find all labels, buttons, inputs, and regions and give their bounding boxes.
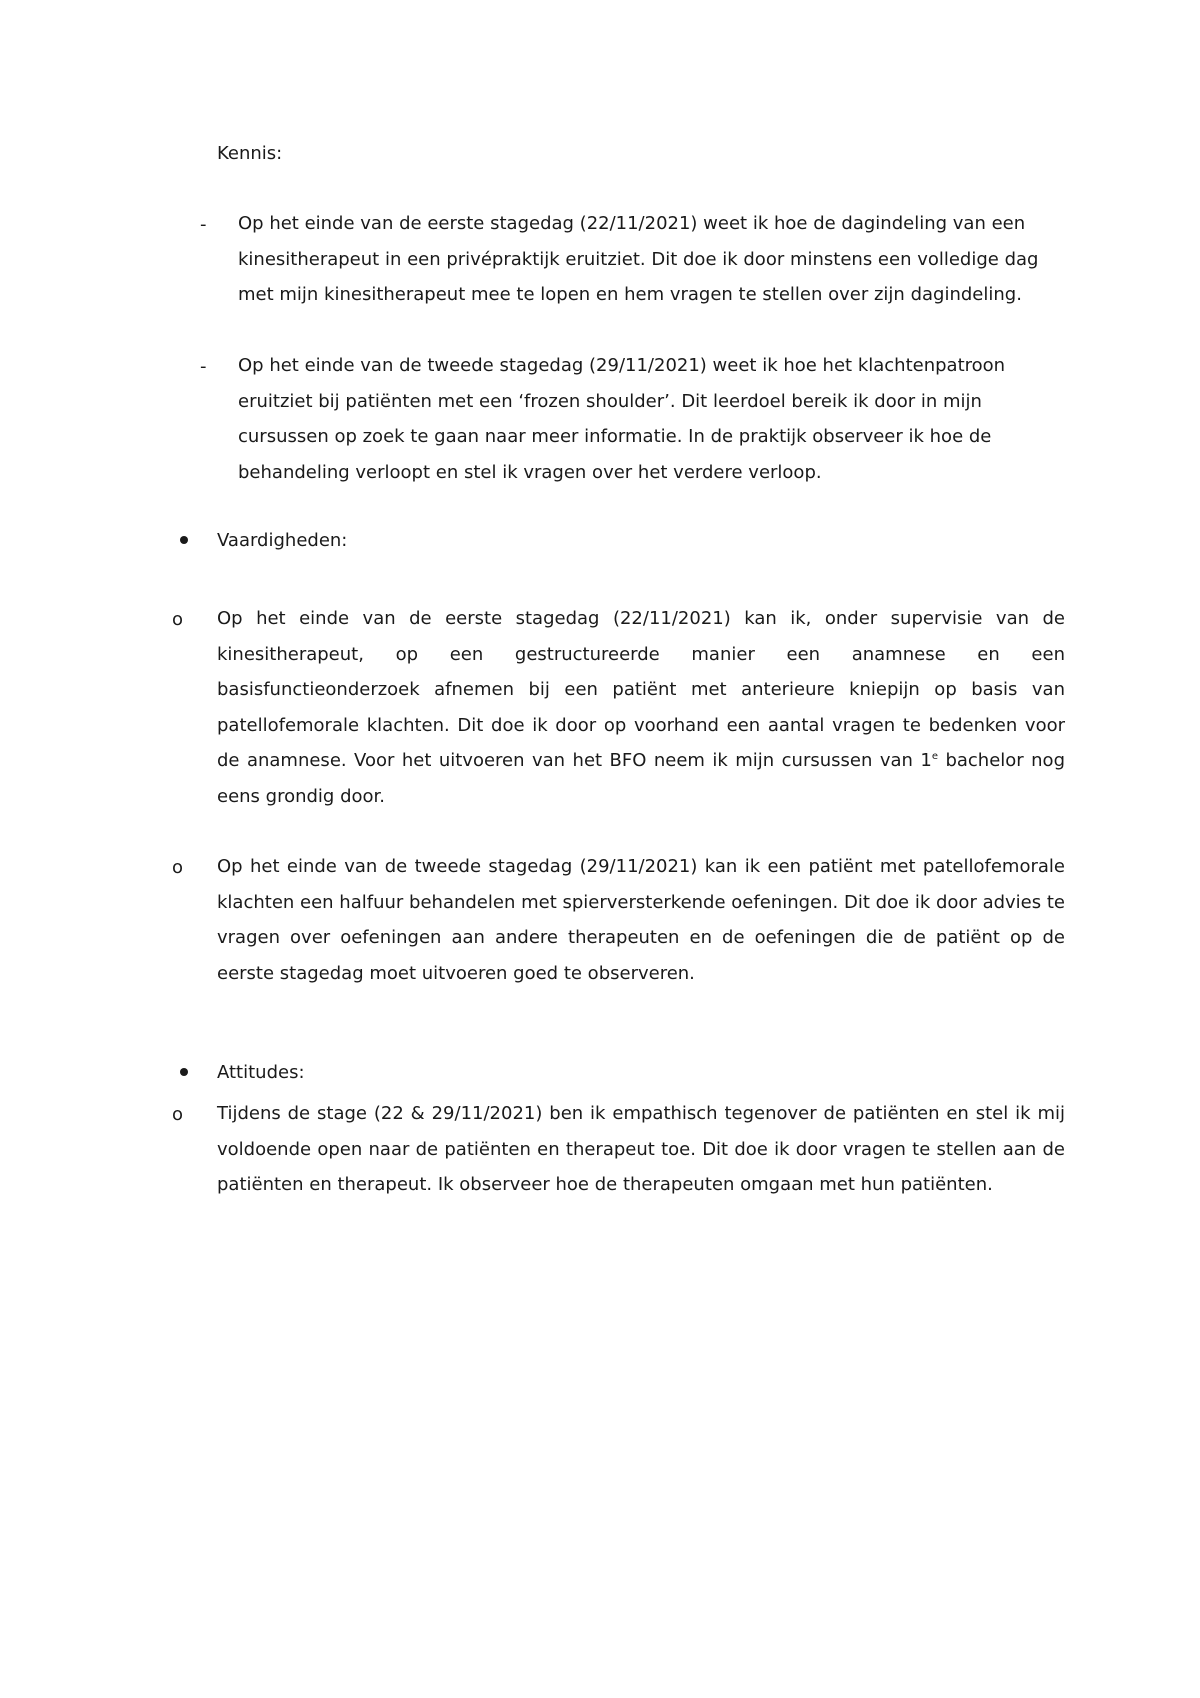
- attitudes-heading: Attitudes:: [217, 1062, 305, 1083]
- vaardigheden-heading: Vaardigheden:: [217, 530, 348, 551]
- vaardigheden-item-1-text: Op het einde van de eerste stagedag (22/11/2021) kan ik, onder supervisie van de kinesitherapeut, op een gestructureerde manier een anamnese en een basisfunctieonderzoek afnemen bij een patiënt met anterieure kniepijn op basis van patellofemorale klachten. Dit doe ik door op voorhand een aantal vragen te bedenken voor de anamnese. Voor het uitvoeren van het BFO neem ik mijn cursussen van 1: [217, 608, 1065, 771]
- dash-marker: -: [200, 214, 207, 235]
- circle-marker: o: [172, 857, 184, 878]
- dash-marker: -: [200, 356, 207, 377]
- kennis-heading: Kennis:: [217, 143, 283, 164]
- kennis-item-2: Op het einde van de tweede stagedag (29/11/2021) weet ik hoe het klachtenpatroon eruitziet bij patiënten met een ‘frozen shoulder’. Dit leerdoel bereik ik door in mijn cursussen op zoek te gaan naar meer informatie. In de praktijk observeer ik hoe de behandeling verloopt en stel ik vragen over het verdere verloop.: [238, 355, 1006, 483]
- vaardigheden-item-2: Op het einde van de tweede stagedag (29/11/2021) kan ik een patiënt met patellofemorale klachten een halfuur behandelen met spierversterkende oefeningen. Dit doe ik door advies te vragen over oefeningen aan andere therapeuten en de oefeningen die de patiënt op de eerste stagedag moet uitvoeren goed te observeren.: [217, 856, 1065, 984]
- vaardigheden-item-1-text-end: bachelor nog eens grondig door.: [217, 750, 1065, 807]
- attitudes-item-1: Tijdens de stage (22 & 29/11/2021) ben ik empathisch tegenover de patiënten en stel ik mij voldoende open naar de patiënten en therapeut toe. Dit doe ik door vragen te stellen aan de patiënten en therapeut. Ik observeer hoe de therapeuten omgaan met hun patiënten.: [217, 1103, 1065, 1195]
- bullet-icon: [180, 1068, 188, 1076]
- superscript: e: [931, 751, 938, 762]
- circle-marker: o: [172, 1104, 184, 1125]
- bullet-icon: [180, 536, 188, 544]
- kennis-item-1: Op het einde van de eerste stagedag (22/11/2021) weet ik hoe de dagindeling van een kinesitherapeut in een privépraktijk eruitziet. Dit doe ik door minstens een volledige dag met mijn kinesitherapeut mee te lopen en hem vragen te stellen over zijn dagindeling.: [238, 213, 1039, 305]
- vaardigheden-item-1: [217, 601, 1065, 814]
- circle-marker: o: [172, 609, 184, 630]
